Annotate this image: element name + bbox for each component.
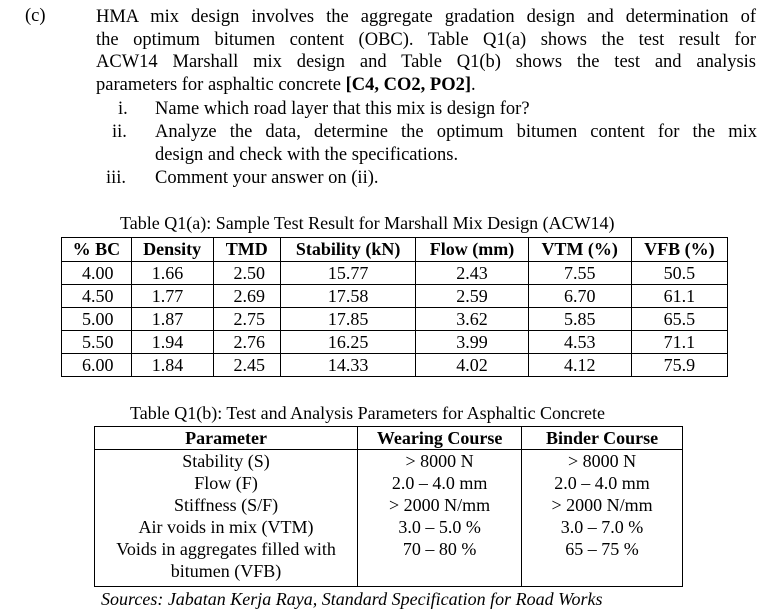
codes-suffix: . <box>471 74 476 95</box>
header-cell: TMD <box>213 238 280 262</box>
table-row <box>62 354 728 377</box>
binder-value: > 2000 N/mm <box>551 495 653 515</box>
cell: 4.12 <box>528 354 631 377</box>
header-cell: Flow (mm) <box>416 238 528 262</box>
wearing-value: 70 – 80 % <box>402 539 477 559</box>
cell: 50.5 <box>631 262 727 285</box>
cell: 6.70 <box>528 285 631 308</box>
subpart-number: ii. <box>112 122 127 142</box>
cell: 1.77 <box>131 285 213 308</box>
binder-course-column <box>522 450 683 587</box>
parameter-item: Stability (S) <box>182 451 270 471</box>
wearing-value: > 8000 N <box>405 451 474 471</box>
cell: 14.33 <box>280 354 415 377</box>
wearing-value: 2.0 – 4.0 mm <box>391 473 488 493</box>
cell: 2.75 <box>213 308 280 331</box>
parameter-item: Air voids in mix (VTM) <box>138 517 314 537</box>
cell: 7.55 <box>528 262 631 285</box>
binder-value: 2.0 – 4.0 mm <box>554 473 650 493</box>
cell: 2.50 <box>213 262 280 285</box>
wearing-course-column <box>358 450 522 587</box>
cell: 1.66 <box>131 262 213 285</box>
table-row <box>95 450 683 587</box>
header-cell: Binder Course <box>522 427 683 450</box>
cell: 2.45 <box>213 354 280 377</box>
cell: 16.25 <box>280 331 415 354</box>
cell: 15.77 <box>280 262 415 285</box>
table-row <box>62 331 728 354</box>
table-row <box>62 285 728 308</box>
cell: 5.85 <box>528 308 631 331</box>
table-header-row <box>95 427 683 450</box>
source-note: Sources: Jabatan Kerja Raya, Standard Specification for Road Works <box>101 589 603 609</box>
wearing-value: 3.0 – 5.0 % <box>398 517 481 537</box>
cell: 4.02 <box>416 354 528 377</box>
table-row <box>62 308 728 331</box>
cell: 5.00 <box>62 308 132 331</box>
cell: 4.53 <box>528 331 631 354</box>
cell: 17.58 <box>280 285 415 308</box>
paragraph-line <box>96 74 756 97</box>
cell: 2.69 <box>213 285 280 308</box>
cell: 17.85 <box>280 308 415 331</box>
cell: 1.87 <box>131 308 213 331</box>
cell: 1.84 <box>131 354 213 377</box>
parameter-item: Flow (F) <box>194 473 258 493</box>
parameter-item: Voids in aggregates filled with <box>116 539 336 559</box>
subpart-text: design and check with the specifications. <box>155 144 459 165</box>
cell: 5.50 <box>62 331 132 354</box>
subpart-text: Comment your answer on (ii). <box>155 168 379 188</box>
paragraph-line: ACW14 Marshall mix design and Table Q1(b) shows the test and analysis <box>96 52 756 72</box>
question-paragraph <box>96 6 756 96</box>
header-cell: VTM (%) <box>528 238 631 262</box>
subpart-text: Name which road layer that this mix is design for? <box>155 99 530 119</box>
parameter-item: Stiffness (S/F) <box>173 495 279 515</box>
binder-value: > 8000 N <box>567 451 637 471</box>
header-cell: Wearing Course <box>358 427 522 450</box>
paragraph-line-text: parameters for asphaltic concrete <box>96 74 346 95</box>
cell: 2.76 <box>213 331 280 354</box>
cell: 65.5 <box>631 308 727 331</box>
cell: 75.9 <box>631 354 727 377</box>
table-header-row <box>62 238 728 262</box>
cell: 61.1 <box>631 285 727 308</box>
header-cell: Density <box>131 238 213 262</box>
header-cell: Parameter <box>95 427 358 450</box>
subpart-number: i. <box>118 99 128 119</box>
table-b-caption: Table Q1(b): Test and Analysis Parameters for Asphaltic Concrete <box>130 403 606 423</box>
cell: 3.62 <box>416 308 528 331</box>
binder-value: 3.0 – 7.0 % <box>560 517 644 537</box>
parameter-item: bitumen (VFB) <box>170 561 282 581</box>
paragraph-line: HMA mix design involves the aggregate gradation design and determination of <box>96 7 756 27</box>
header-cell: VFB (%) <box>631 238 727 262</box>
cell: 4.00 <box>62 262 132 285</box>
cell: 2.43 <box>416 262 528 285</box>
marshall-test-table <box>61 237 728 377</box>
question-label: (c) <box>25 6 46 26</box>
header-cell: Stability (kN) <box>280 238 415 262</box>
cell: 71.1 <box>631 331 727 354</box>
table-a-caption: Table Q1(a): Sample Test Result for Marshall Mix Design (ACW14) <box>120 213 615 233</box>
paragraph-line: the optimum bitumen content (OBC). Table Q1(a) shows the test result for <box>96 29 756 50</box>
subpart-number: iii. <box>106 168 127 188</box>
subpart-text: Analyze the data, determine the optimum bitumen content for the mix <box>155 122 757 142</box>
cell: 3.99 <box>416 331 528 354</box>
specification-table <box>94 426 683 587</box>
header-cell: % BC <box>62 238 132 262</box>
binder-value: 65 – 75 % <box>565 539 639 559</box>
course-codes: [C4, CO2, PO2] <box>345 74 471 95</box>
parameter-column <box>95 450 358 587</box>
cell: 4.50 <box>62 285 132 308</box>
cell: 2.59 <box>416 285 528 308</box>
table-row <box>62 262 728 285</box>
cell: 1.94 <box>131 331 213 354</box>
wearing-value: > 2000 N/mm <box>389 495 491 515</box>
cell: 6.00 <box>62 354 132 377</box>
